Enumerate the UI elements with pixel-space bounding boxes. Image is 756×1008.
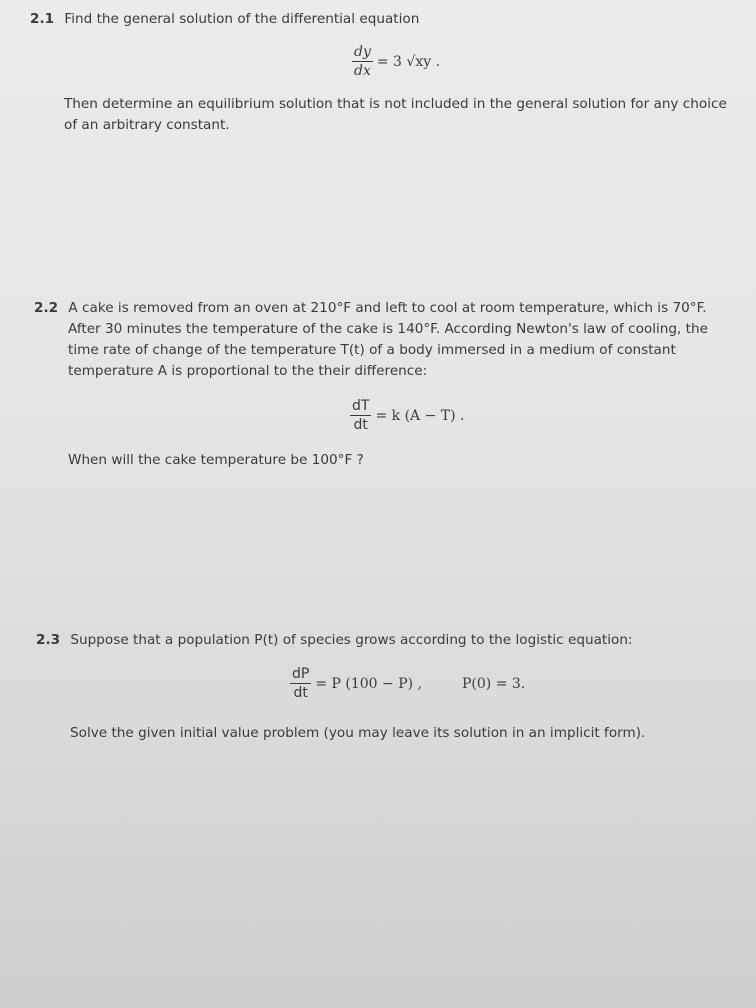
problem-number: 2.1 [30, 11, 55, 27]
equation-rhs: = k (A − T) . [375, 407, 465, 424]
equation-2-1 [352, 44, 440, 79]
problem-2-2 [34, 298, 740, 382]
problem-intro: Suppose that a population P(t) of species grows according to the logistic equation: [70, 632, 633, 648]
derivative-fraction: $\frac{dP}{dt}$ [292, 666, 310, 701]
equation-2-2 [350, 398, 464, 433]
problem-2-1-followup: Then determine an equilibrium solution that is not included in the general solution for any choice of an arbitrary constant. [64, 96, 727, 134]
problem-number: 2.3 [36, 632, 61, 648]
problem-2-3 [36, 630, 736, 651]
derivative-fraction: $\frac{dT}{dt}$ [352, 398, 370, 433]
problem-2-2-followup: When will the cake temperature be 100°F ? [68, 452, 364, 468]
initial-condition: P(0) = 3. [462, 675, 526, 692]
problem-intro: A cake is removed from an oven at 210°F and left to cool at room temperature, which is 70°F. After 30 minutes the temperature of the cake is 140°F. According Newton's law of cooling, the time rate of change of the temperature T(t) of a body immersed in a medium of constant temperature A is proportional to the their difference: [68, 300, 708, 380]
equation-2-3 [290, 666, 525, 701]
problem-2-3-followup: Solve the given initial value problem (you may leave its solution in an implicit form). [70, 725, 646, 741]
equation-rhs: = P (100 − P) , [315, 675, 422, 692]
derivative-fraction: $\frac{dy}{dx}$ [354, 44, 371, 79]
problem-2-1 [30, 9, 730, 30]
problem-intro: Find the general solution of the differential equation [64, 11, 420, 27]
problem-number: 2.2 [34, 300, 59, 316]
equation-rhs: = 3 √xy . [376, 53, 441, 70]
